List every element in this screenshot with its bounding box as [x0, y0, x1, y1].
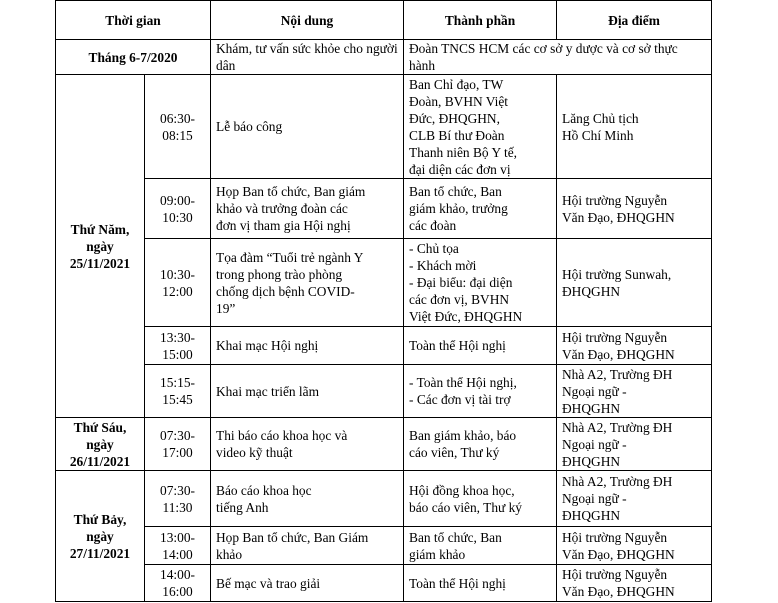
content-cell: Họp Ban tổ chức, Ban giám khảo và trưởng đoàn các đơn vị tham gia Hội nghị	[211, 179, 404, 239]
participants-cell: Toàn thể Hội nghị	[404, 565, 557, 602]
content-cell: Thi báo cáo khoa học và video kỹ thuật	[211, 418, 404, 471]
header-row	[56, 1, 712, 40]
participants-cell: Ban Chỉ đạo, TW Đoàn, BVHN Việt Đức, ĐHQGHN, CLB Bí thư Đoàn Thanh niên Bộ Y tế, đại diện các đơn vị	[404, 75, 557, 179]
location-cell: Hội trường Nguyễn Văn Đạo, ĐHQGHN	[557, 179, 712, 239]
location-cell: Lăng Chủ tịch Hồ Chí Minh	[557, 75, 712, 179]
table-row	[56, 239, 712, 327]
location-cell: Hội trường Nguyễn Văn Đạo, ĐHQGHN	[557, 565, 712, 602]
header-time: Thời gian	[56, 1, 211, 40]
content-cell: Khai mạc Hội nghị	[211, 327, 404, 365]
table-row	[56, 75, 712, 179]
location-cell: Hội trường Sunwah, ĐHQGHN	[557, 239, 712, 327]
participants-cell: Ban tổ chức, Ban giám khảo, trưởng các đoàn	[404, 179, 557, 239]
table-row	[56, 471, 712, 527]
table-row	[56, 565, 712, 602]
participants-cell: Hội đồng khoa học, báo cáo viên, Thư ký	[404, 471, 557, 527]
content-cell: Bế mạc và trao giải	[211, 565, 404, 602]
header-participants: Thành phần	[404, 1, 557, 40]
table-row	[56, 365, 712, 418]
content-cell: Tọa đàm “Tuổi trẻ ngành Y trong phong trào phòng chống dịch bệnh COVID- 19”	[211, 239, 404, 327]
location-cell: Hội trường Nguyễn Văn Đạo, ĐHQGHN	[557, 327, 712, 365]
table-row	[56, 418, 712, 471]
month-content: Khám, tư vấn sức khỏe cho người dân	[211, 40, 404, 75]
content-cell: Báo cáo khoa học tiếng Anh	[211, 471, 404, 527]
month-row	[56, 40, 712, 75]
time-cell: 10:30- 12:00	[145, 239, 211, 327]
participants-cell: - Chủ tọa - Khách mời - Đại biểu: đại diện các đơn vị, BVHN Việt Đức, ĐHQGHN	[404, 239, 557, 327]
table-row	[56, 527, 712, 565]
location-cell: Nhà A2, Trường ĐH Ngoại ngữ - ĐHQGHN	[557, 418, 712, 471]
header-content: Nội dung	[211, 1, 404, 40]
header-location: Địa điểm	[557, 1, 712, 40]
time-cell: 15:15- 15:45	[145, 365, 211, 418]
content-cell: Khai mạc triển lãm	[211, 365, 404, 418]
content-cell: Lễ báo công	[211, 75, 404, 179]
time-cell: 13:00- 14:00	[145, 527, 211, 565]
month-participants: Đoàn TNCS HCM các cơ sở y dược và cơ sở thực hành	[404, 40, 712, 75]
table-row	[56, 179, 712, 239]
day-cell-thu-sau: Thứ Sáu, ngày 26/11/2021	[56, 418, 145, 471]
location-cell: Nhà A2, Trường ĐH Ngoại ngữ - ĐHQGHN	[557, 365, 712, 418]
content-cell: Họp Ban tổ chức, Ban Giám khảo	[211, 527, 404, 565]
participants-cell: Toàn thể Hội nghị	[404, 327, 557, 365]
time-cell: 06:30- 08:15	[145, 75, 211, 179]
location-cell: Hội trường Nguyễn Văn Đạo, ĐHQGHN	[557, 527, 712, 565]
location-cell: Nhà A2, Trường ĐH Ngoại ngữ - ĐHQGHN	[557, 471, 712, 527]
time-cell: 09:00- 10:30	[145, 179, 211, 239]
day-cell-thu-nam: Thứ Năm, ngày 25/11/2021	[56, 75, 145, 418]
month-period: Tháng 6-7/2020	[56, 40, 211, 75]
participants-cell: Ban tổ chức, Ban giám khảo	[404, 527, 557, 565]
time-cell: 13:30- 15:00	[145, 327, 211, 365]
day-cell-thu-bay: Thứ Bảy, ngày 27/11/2021	[56, 471, 145, 602]
participants-cell: - Toàn thể Hội nghị, - Các đơn vị tài trợ	[404, 365, 557, 418]
schedule-table	[55, 0, 712, 602]
time-cell: 07:30- 11:30	[145, 471, 211, 527]
table-row	[56, 327, 712, 365]
participants-cell: Ban giám khảo, báo cáo viên, Thư ký	[404, 418, 557, 471]
time-cell: 07:30- 17:00	[145, 418, 211, 471]
time-cell: 14:00- 16:00	[145, 565, 211, 602]
